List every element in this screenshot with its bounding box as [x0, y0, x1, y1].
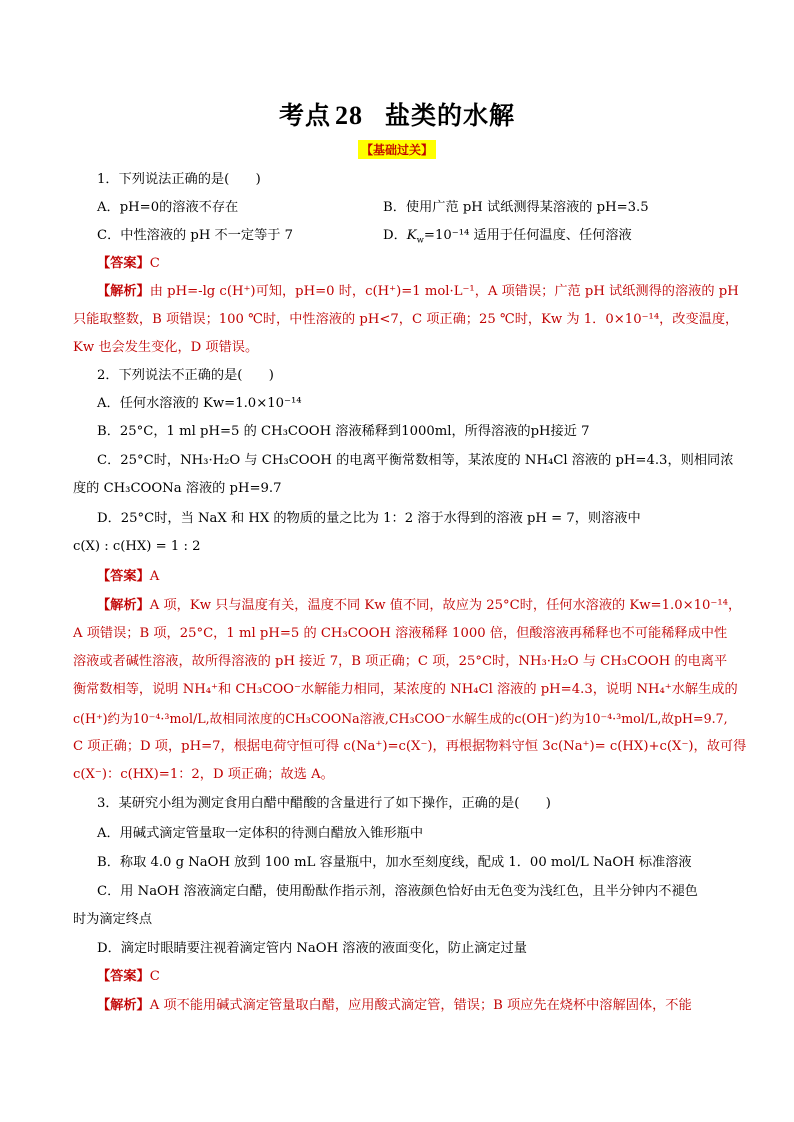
q2-option-d-line-2: c(X) : c(HX) = 1 : 2	[73, 539, 201, 554]
q2-analysis-line-4: 衡常数相等，说明 NH₄⁺和 CH₃COO⁻水解能力相同，某浓度的 NH₄Cl 溶液的 pH=4.3，说明 NH₄⁺水解生成的	[73, 682, 738, 697]
q2-option-c-line-2: 度的 CH₃COONa 溶液的 pH=9.7	[73, 481, 282, 496]
q2-option-a: A．任何水溶液的 Kw=1.0×10⁻¹⁴	[97, 396, 302, 411]
q3-answer	[97, 968, 733, 986]
q1-option-b: B．使用广范 pH 试纸测得某溶液的 pH=3.5	[383, 200, 649, 215]
q2-answer	[97, 568, 733, 586]
q1-option-c: C．中性溶液的 pH 不一定等于 7	[97, 228, 294, 243]
analysis-tag: 【解析】	[97, 998, 150, 1013]
analysis-tag: 【解析】	[97, 284, 150, 299]
q2-analysis-line-3: 溶液或者碱性溶液，故所得溶液的 pH 接近 7，B 项正确；C 项，25°C时，NH₃·H₂O 与 CH₃COOH 的电离平	[73, 654, 728, 669]
q2-option-d-line-1: D．25°C时，当 NaX 和 HX 的物质的量之比为 1：2 溶于水得到的溶液 pH = 7，则溶液中	[97, 511, 641, 526]
q1-answer	[97, 255, 733, 273]
q2-analysis-text-1: A 项，Kw 只与温度有关，温度不同 Kw 值不同，故应为 25°C时，任何水溶液的 Kw=1.0×10⁻¹⁴，	[149, 598, 742, 613]
q3-analysis-line-1	[97, 997, 733, 1015]
q2-analysis-line-7: c(X⁻)：c(HX)=1：2，D 项正确；故选 A。	[73, 767, 334, 782]
q1-analysis-line-1	[97, 283, 739, 301]
answer-tag: 【答案】	[97, 569, 150, 584]
q1-stem: 1．下列说法正确的是( )	[97, 172, 261, 187]
q2-analysis-line-5: c(H⁺)约为10⁻⁴·³mol/L,故相同浓度的CH₃COONa溶液,CH₃COO⁻水解生成的c(OH⁻)约为10⁻⁴·³mol/L,故pH=9.7,	[73, 711, 728, 726]
q2-answer-value: A	[149, 569, 160, 584]
q2-stem: 2．下列说法不正确的是( )	[97, 368, 274, 383]
title-prefix: 考点	[278, 101, 331, 130]
q3-option-c-line-2: 时为滴定终点	[73, 912, 153, 927]
q1-option-a: A．pH=0的溶液不存在	[97, 200, 239, 215]
answer-tag: 【答案】	[97, 256, 150, 271]
q3-option-d: D．滴定时眼睛要注视着滴定管内 NaOH 溶液的液面变化，防止滴定过量	[97, 941, 527, 956]
section-badge-wrap	[0, 139, 794, 159]
title-number: 28	[335, 101, 363, 130]
q3-option-c-line-1: C．用 NaOH 溶液滴定白醋，使用酚酞作指示剂，溶液颜色恰好由无色变为浅红色，且半分钟内不褪色	[97, 884, 698, 899]
q1-analysis-line-3: Kw 也会发生变化，D 项错误。	[73, 340, 259, 355]
q2-analysis-line-1	[97, 597, 742, 615]
q2-analysis-line-2: A 项错误；B 项，25°C，1 ml pH=5 的 CH₃COOH 溶液稀释 1000 倍，但酸溶液再稀释也不可能稀释成中性	[73, 626, 728, 641]
q3-option-b: B．称取 4.0 g NaOH 放到 100 mL 容量瓶中，加水至刻度线，配成 1．00 mol/L NaOH 标准溶液	[97, 855, 692, 870]
q1-analysis-line-2: 只能取整数，B 项错误；100 ℃时，中性溶液的 pH<7，C 项正确；25 ℃时，Kw 为 1．0×10⁻¹⁴，改变温度，	[73, 312, 739, 327]
section-badge: 【基础过关】	[358, 140, 436, 159]
q3-answer-value: C	[149, 969, 160, 984]
analysis-tag: 【解析】	[97, 598, 150, 613]
q2-option-b: B．25°C，1 ml pH=5 的 CH₃COOH 溶液稀释到1000ml，所得溶液的pH接近 7	[97, 424, 590, 439]
title-text: 盐类的水解	[385, 101, 516, 130]
q2-option-c-line-1: C．25°C时，NH₃·H₂O 与 CH₃COOH 的电离平衡常数相等，某浓度的 NH₄Cl 溶液的 pH=4.3，则相同浓	[97, 453, 734, 468]
q1-analysis-text-1: 由 pH=-lg c(H⁺)可知，pH=0 时，c(H⁺)=1 mol·L⁻¹，A 项错误；广范 pH 试纸测得的溶液的 pH	[149, 284, 739, 299]
q2-analysis-line-6: C 项正确；D 项，pH=7，根据电荷守恒可得 c(Na⁺)=c(X⁻)，再根据物料守恒 3c(Na⁺)= c(HX)+c(X⁻)，故可得	[73, 739, 747, 754]
q3-stem: 3．某研究小组为测定食用白醋中醋酸的含量进行了如下操作，正确的是( )	[97, 796, 551, 811]
q1-option-d-text: =10⁻¹⁴ 适用于任何温度、任何溶液	[423, 228, 632, 243]
q3-option-a: A．用碱式滴定管量取一定体积的待测白醋放入锥形瓶中	[97, 826, 424, 841]
page-title	[0, 96, 794, 132]
q1-option-d: D．$K_w=10^{-14}$ 适用于任何温度、任何溶液	[383, 228, 632, 246]
answer-tag: 【答案】	[97, 969, 150, 984]
q3-analysis-text-1: A 项不能用碱式滴定管量取白醋，应用酸式滴定管，错误；B 项应先在烧杯中溶解固体，不能	[149, 998, 692, 1013]
q1-answer-value: C	[149, 256, 160, 271]
